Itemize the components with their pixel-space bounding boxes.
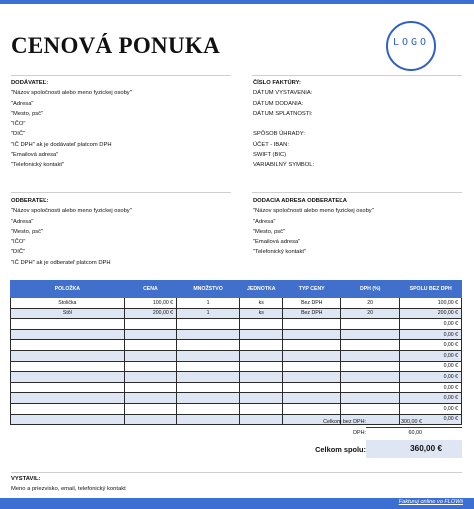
cell-item — [11, 393, 125, 404]
table-row — [11, 372, 462, 383]
cell-unit: ks — [240, 308, 283, 319]
cell-price-type — [283, 361, 341, 372]
cell-vat — [341, 319, 400, 330]
cell-total: 0,00 € — [400, 382, 462, 393]
issuer-divider — [11, 472, 462, 473]
cell-price-type — [283, 393, 341, 404]
supplier-line: "Adresa" — [11, 100, 34, 107]
cell-unit — [240, 382, 283, 393]
delivery-date-label: DÁTUM DODANIA: — [253, 100, 304, 107]
cell-item — [11, 361, 125, 372]
cell-item — [11, 414, 125, 425]
cell-unit — [240, 403, 283, 414]
cell-quantity — [177, 329, 240, 340]
table-row — [11, 382, 462, 393]
cell-vat — [341, 393, 400, 404]
cell-total: 0,00 € — [400, 403, 462, 414]
cell-price-type — [283, 329, 341, 340]
cell-unit — [240, 414, 283, 425]
cell-price — [124, 382, 176, 393]
cell-unit — [240, 350, 283, 361]
cell-price-type — [283, 319, 341, 330]
table-row — [11, 350, 462, 361]
delivery-block — [253, 196, 374, 258]
delivery-divider — [252, 192, 462, 193]
supplier-divider — [11, 75, 231, 76]
cell-total: 0,00 € — [400, 329, 462, 340]
supplier-line: "Emailová adresa" — [11, 152, 59, 159]
invoice-info-block — [253, 78, 314, 171]
cell-price-type — [283, 382, 341, 393]
cell-vat — [341, 403, 400, 414]
cell-price — [124, 372, 176, 383]
footer-bar — [0, 498, 474, 509]
total-label: Celkom spolu: — [315, 445, 366, 454]
subtotal-divider — [366, 427, 462, 428]
supplier-line: "Telefonický kontakt" — [11, 162, 65, 169]
cell-unit — [240, 372, 283, 383]
supplier-block — [11, 78, 132, 171]
cell-item — [11, 350, 125, 361]
table-row — [11, 340, 462, 351]
cell-price — [124, 403, 176, 414]
cell-item — [11, 340, 125, 351]
table-row — [11, 361, 462, 372]
customer-line: "DIČ" — [11, 249, 26, 256]
cell-price — [124, 350, 176, 361]
cell-unit — [240, 361, 283, 372]
subtotal-value: 300,00 € — [401, 419, 422, 425]
cell-total: 0,00 € — [400, 361, 462, 372]
cell-price-type — [283, 403, 341, 414]
customer-line: "Mesto, psč" — [11, 228, 44, 235]
header-price-type: TYP CENY — [283, 281, 341, 298]
iban-label: ÚČET - IBAN: — [253, 141, 289, 148]
delivery-heading: DODACIA ADRESA ODBERATEĽA — [253, 198, 347, 204]
cell-price: 200,00 € — [124, 308, 176, 319]
issuer-text: Meno a priezvisko, email, telefonický kontakt — [11, 485, 126, 492]
header-item: POLOŽKA — [11, 281, 125, 298]
header-quantity: MNOŽSTVO — [177, 281, 240, 298]
table-row — [11, 319, 462, 330]
issuer-heading: VYSTAVIL: — [11, 476, 41, 482]
cell-quantity — [177, 382, 240, 393]
table-row — [11, 298, 462, 309]
delivery-line: "Mesto, psč" — [253, 228, 286, 235]
issuer-block — [11, 475, 126, 494]
cell-vat — [341, 382, 400, 393]
cell-vat — [341, 329, 400, 340]
customer-divider — [11, 192, 231, 193]
supplier-line: "Mesto, psč" — [11, 110, 44, 117]
cell-quantity — [177, 361, 240, 372]
cell-price — [124, 340, 176, 351]
cell-quantity: 1 — [177, 298, 240, 309]
cell-price-type — [283, 340, 341, 351]
table-body — [11, 298, 462, 425]
cell-total: 0,00 € — [400, 414, 462, 425]
cell-item — [11, 382, 125, 393]
cell-total: 0,00 € — [400, 393, 462, 404]
document-title: CENOVÁ PONUKA — [11, 33, 220, 58]
vat-label: DPH: — [353, 430, 366, 436]
flowii-link[interactable]: Fakturuj online vo FLOWii — [398, 499, 463, 505]
customer-line: "IČO" — [11, 239, 26, 246]
cell-quantity — [177, 393, 240, 404]
cell-vat — [341, 350, 400, 361]
variable-symbol-label: VARIABILNÝ SYMBOL: — [253, 162, 315, 169]
cell-vat — [341, 361, 400, 372]
delivery-line: "Emailová adresa" — [253, 239, 301, 246]
cell-vat — [341, 372, 400, 383]
supplier-line: "IČ DPH" ak je dodávateľ platcom DPH — [11, 141, 112, 148]
cell-unit — [240, 329, 283, 340]
swift-label: SWIFT (BIC) — [253, 152, 287, 159]
cell-price-type — [283, 350, 341, 361]
customer-block — [11, 196, 132, 268]
issue-date-label: DÁTUM VYSTAVENIA: — [253, 90, 313, 97]
top-accent-bar — [0, 0, 474, 4]
cell-unit: ks — [240, 298, 283, 309]
cell-unit — [240, 393, 283, 404]
cell-total: 0,00 € — [400, 319, 462, 330]
cell-quantity — [177, 319, 240, 330]
cell-vat: 20 — [341, 298, 400, 309]
cell-unit — [240, 319, 283, 330]
cell-item — [11, 329, 125, 340]
cell-item — [11, 319, 125, 330]
table-row — [11, 329, 462, 340]
cell-quantity — [177, 403, 240, 414]
cell-quantity — [177, 340, 240, 351]
subtotal-label: Celkom bez DPH: — [323, 419, 366, 425]
cell-item — [11, 372, 125, 383]
cell-price-type — [283, 372, 341, 383]
supplier-heading: DODÁVATEĽ: — [11, 80, 49, 86]
cell-quantity — [177, 414, 240, 425]
logo-text: LOGO — [392, 37, 430, 48]
customer-line: "Adresa" — [11, 218, 34, 225]
cell-item: Stolička — [11, 298, 125, 309]
header-vat: DPH (%) — [341, 281, 400, 298]
invoice-info-divider — [252, 75, 462, 76]
items-table — [10, 280, 462, 425]
cell-total: 0,00 € — [400, 340, 462, 351]
table-row — [11, 308, 462, 319]
cell-price: 100,00 € — [124, 298, 176, 309]
header-total: SPOLU BEZ DPH — [400, 281, 462, 298]
total-value: 360,00 € — [410, 444, 442, 453]
supplier-line: "DIČ" — [11, 131, 26, 138]
cell-vat — [341, 340, 400, 351]
cell-unit — [240, 340, 283, 351]
cell-price — [124, 329, 176, 340]
due-date-label: DÁTUM SPLATNOSTI: — [253, 110, 313, 117]
delivery-line: "Telefonický kontakt" — [253, 249, 307, 256]
customer-line: "IČ DPH" ak je odberateľ platcom DPH — [11, 259, 111, 266]
cell-total: 200,00 € — [400, 308, 462, 319]
customer-line: "Názov spoločnosti alebo meno fyzickej osoby" — [11, 208, 132, 215]
invoice-number-label: ČÍSLO FAKTÚRY: — [253, 80, 301, 86]
supplier-line: "IČO" — [11, 121, 26, 128]
cell-quantity — [177, 372, 240, 383]
cell-price — [124, 319, 176, 330]
header-price: CENA — [124, 281, 176, 298]
cell-total: 0,00 € — [400, 372, 462, 383]
vat-value: 60,00 — [408, 430, 422, 436]
customer-heading: ODBERATEĽ: — [11, 198, 49, 204]
cell-item: Stôl — [11, 308, 125, 319]
cell-vat: 20 — [341, 308, 400, 319]
table-row — [11, 403, 462, 414]
payment-method-label: SPÔSOB ÚHRADY: — [253, 131, 305, 138]
cell-price — [124, 393, 176, 404]
delivery-line: "Adresa" — [253, 218, 276, 225]
cell-price — [124, 361, 176, 372]
cell-total: 100,00 € — [400, 298, 462, 309]
cell-quantity: 1 — [177, 308, 240, 319]
cell-price — [124, 414, 176, 425]
table-row — [11, 393, 462, 404]
cell-total: 0,00 € — [400, 350, 462, 361]
cell-price-type: Bez DPH — [283, 308, 341, 319]
supplier-line: "Názov spoločnosti alebo meno fyzickej osoby" — [11, 90, 132, 97]
cell-price-type: Bez DPH — [283, 298, 341, 309]
cell-item — [11, 403, 125, 414]
cell-quantity — [177, 350, 240, 361]
table-header-row — [11, 281, 462, 298]
delivery-line: "Názov spoločnosti alebo meno fyzickej osoby" — [253, 208, 374, 215]
header-unit: JEDNOTKA — [240, 281, 283, 298]
logo-circle-icon — [386, 21, 436, 71]
